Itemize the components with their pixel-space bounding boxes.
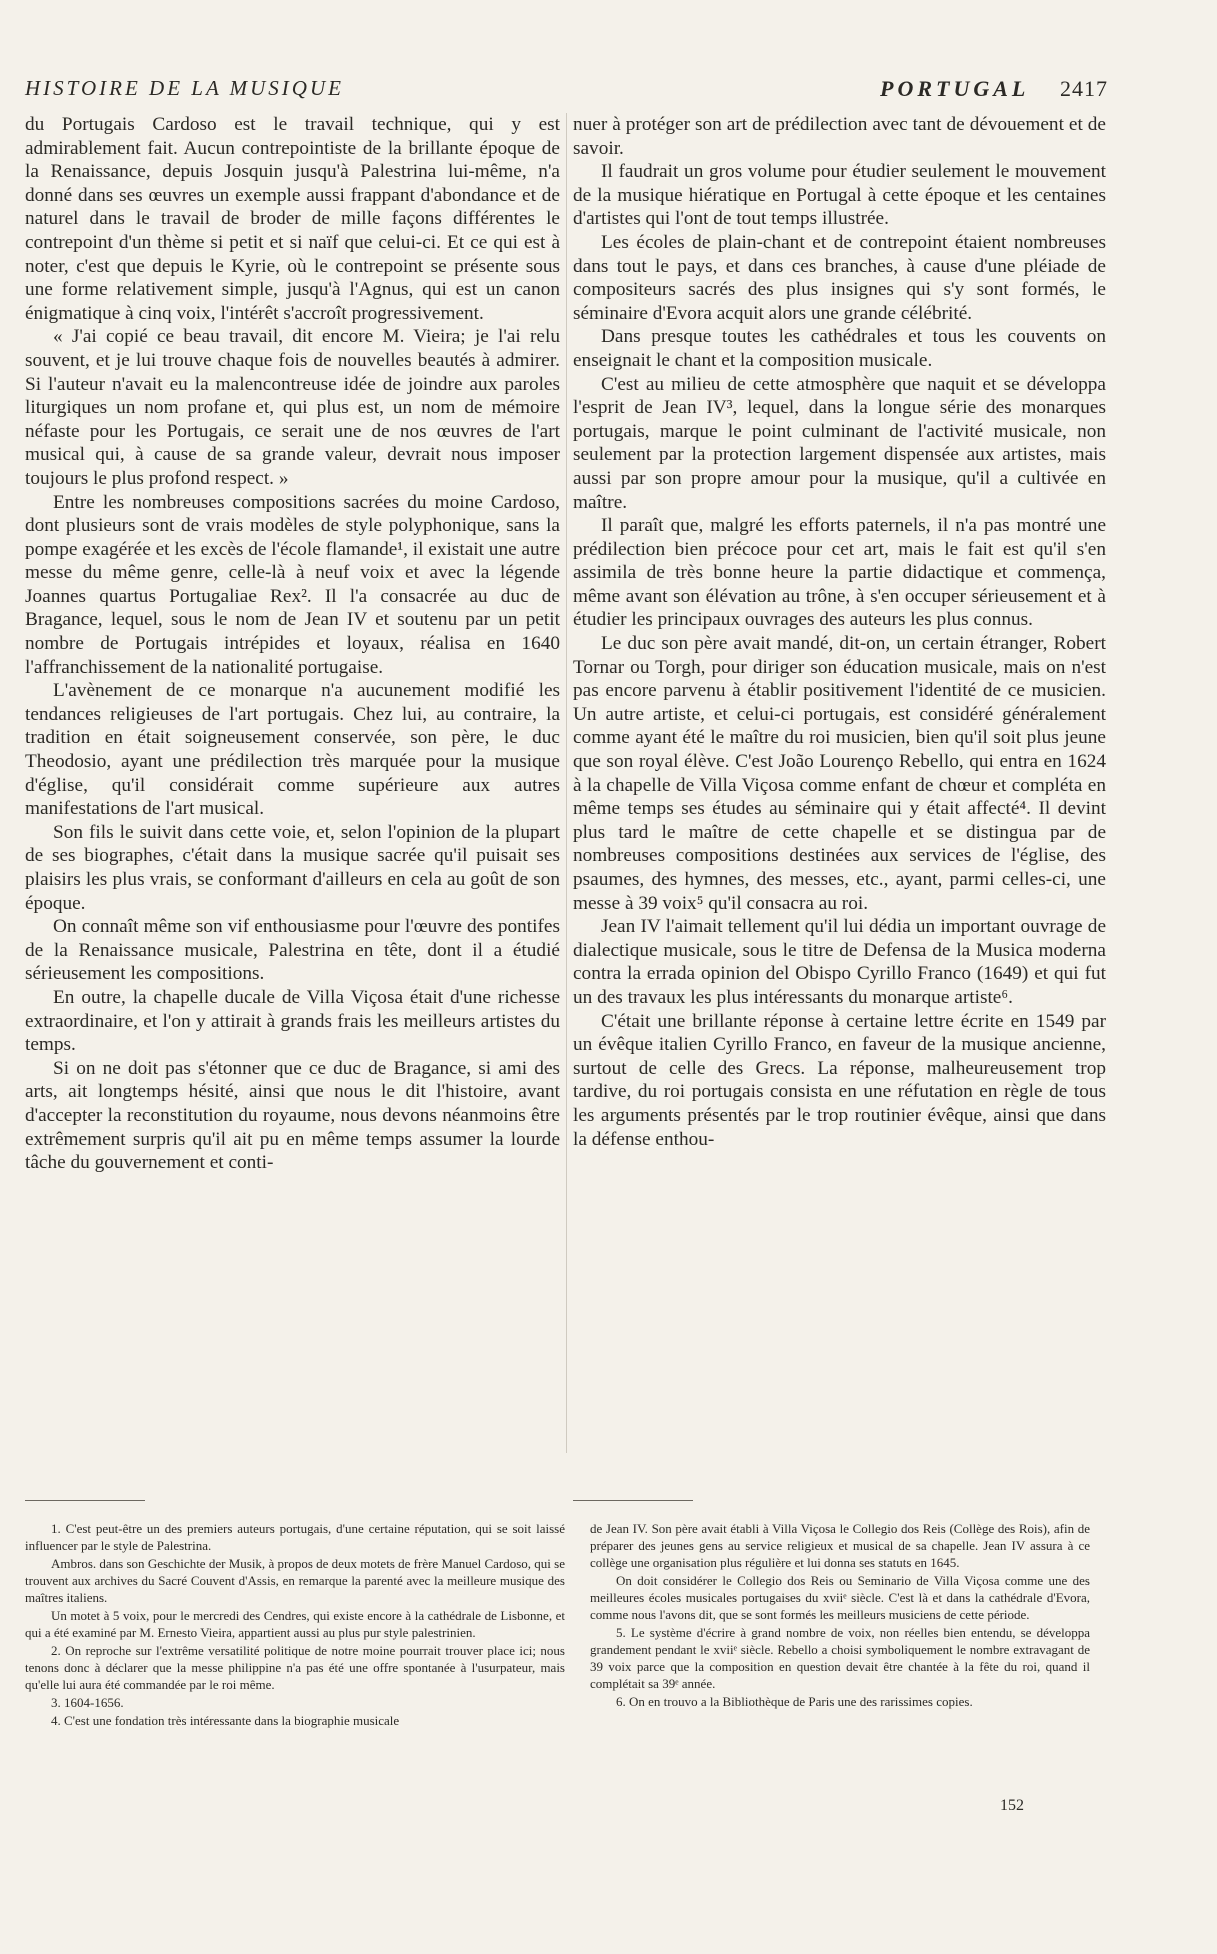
paragraph: du Portugais Cardoso est le travail technique, qui y est admirablement fait. Aucun contrepointiste de la brillante époque de la Renaissance, depuis Josquin jusqu'à Palestrina lui-même, n'a donné dans ses œuvres un exemple aussi frappant d'abondance et de naturel dans le travail de broder de mille façons différentes le contrepoint d'un thème si petit et si naïf que celui-ci. Et ce qui est à noter, c'est que depuis le Kyrie, où le contrepoint se présente sous une forme relativement simple, jusqu'à l'Agnus, qui est un canon énigmatique à cinq voix, l'intérêt s'accroît progressivement.	[25, 114, 560, 324]
paragraph: On connaît même son vif enthousiasme pour l'œuvre des pontifes de la Renaissance musicale, Palestrina en tête, dont il a étudié sérieusement les compositions.	[25, 916, 560, 985]
footnote: 1. C'est peut-être un des premiers auteurs portugais, d'une certaine réputation, qui se soit laissé influencer par le style de Palestrina.	[25, 1521, 565, 1553]
paragraph: « J'ai copié ce beau travail, dit encore M. Vieira; je l'ai relu souvent, et je lui trouve chaque fois de nouvelles beautés à admirer. Si l'auteur n'avait eu la malencontreuse idée de joindre aux paroles liturgiques un nom profane et, qui plus est, un nom de mémoire néfaste pour les Portugais, ce serait une de nos œuvres de l'art musical qui, à cause de sa grande valeur, devrait nous imposer toujours le plus profond respect. »	[25, 326, 560, 489]
paragraph: nuer à protéger son art de prédilection avec tant de dévouement et de savoir.	[573, 114, 1106, 159]
running-header-title: HISTOIRE DE LA MUSIQUE	[25, 76, 344, 100]
right-text-column	[573, 113, 1106, 1151]
paragraph: L'avènement de ce monarque n'a aucunement modifié les tendances religieuses de l'art portugais. Chez lui, au contraire, la tradition en était soigneusement conservée, son père, le duc Theodosio, ayant une prédilection très marquée pour la musique d'église, qu'il considérait comme supérieure aux autres manifestations de l'art musical.	[25, 680, 560, 820]
paragraph: En outre, la chapelle ducale de Villa Viçosa était d'une richesse extraordinaire, et l'on y attirait à grands frais les meilleurs artistes du temps.	[25, 986, 560, 1056]
footnote: de Jean IV. Son père avait établi à Villa Viçosa le Collegio dos Reis (Collège des Rois), afin de préparer des jeunes gens au service religieux et musical de sa chapelle. Jean IV assura à ce collège une organisation plus régulière et lui donna ses statuts en 1645.	[590, 1521, 1090, 1570]
footnote-rule	[573, 1500, 693, 1501]
footnote: Ambros. dans son Geschichte der Musik, à propos de deux motets de frère Manuel Cardoso, qui se trouvent aux archives du Sacré Couvent d'Assis, en remarque la parenté avec la meilleure musique des maîtres italiens.	[25, 1556, 565, 1605]
paragraph: Le duc son père avait mandé, dit-on, un certain étranger, Robert Tornar ou Torgh, pour diriger son éducation musicale, mais on n'est pas encore parvenu à établir positivement l'identité de ce musicien. Un autre artiste, et celui-ci portugais, est considéré généralement comme ayant été le maître du roi musicien, bien qu'il soit plus jeune que son royal élève. C'est João Lourenço Rebello, qui entra en 1624 à la chapelle de Villa Viçosa comme enfant de chœur et compléta en même temps ses études au séminaire qui y était affecté⁴. Il devint plus tard le maître de cette chapelle et se distingua par de nombreuses compositions destinées aux services de l'église, des psaumes, des hymnes, des messes, etc., ayant, parmi celles-ci, une messe à 39 voix⁵ qu'il consacra au roi.	[573, 633, 1106, 914]
footnotes-left	[25, 1520, 565, 1730]
column-divider	[566, 113, 567, 1453]
paragraph: Entre les nombreuses compositions sacrées du moine Cardoso, dont plusieurs sont de vrais modèles de style polyphonique, sans la pompe exagérée et les excès de l'école flamande¹, il existait une autre messe du même genre, celle-là à neuf voix et avec la légende Joannes quartus Portugaliae Rex². Il l'a consacrée au duc de Bragance, lequel, sous le nom de Jean IV et soutenu par un petit nombre de Portugais intrépides et loyaux, réalisa en 1640 l'affranchissement de la nationalité portugaise.	[25, 491, 560, 678]
footnotes-right	[590, 1520, 1090, 1711]
footnote: 5. Le système d'écrire à grand nombre de voix, non réelles bien entendu, se développa grandement pendant le xviiᵉ siècle. Rebello a choisi symboliquement le nombre extravagant de 39 voix parce que la composition en question devait être chantée à la fête du roi, quand il complétait sa 39ᵉ année.	[590, 1625, 1090, 1691]
footnote: 4. C'est une fondation très intéressante dans la biographie musicale	[51, 1713, 400, 1728]
folio-number: 152	[1000, 1797, 1024, 1814]
paragraph: Son fils le suivit dans cette voie, et, selon l'opinion de la plupart de ses biographes, c'était dans la musique sacrée qu'il puisait ses plaisirs les plus vrais, se conformant d'ailleurs en cela au goût de son époque.	[25, 821, 560, 914]
paragraph: C'est au milieu de cette atmosphère que naquit et se développa l'esprit de Jean IV³, lequel, dans la longue série des monarques portugais, marque le point culminant de l'activité musicale, non seulement par la protection largement dispensée aux artistes, mais aussi par son propre amour pour la musique, qu'il a cultivée en maître.	[573, 373, 1106, 513]
left-text-column	[25, 113, 560, 1175]
footnote: On doit considérer le Collegio dos Reis ou Seminario de Villa Viçosa comme une des meilleures écoles musicales portugaises du xviiᵉ siècle. C'est là et dans la cathédrale d'Evora, comme nous l'avons dit, que se sont formés les meilleurs musiciens de cette période.	[590, 1573, 1090, 1622]
paragraph: Les écoles de plain-chant et de contrepoint étaient nombreuses dans tout le pays, et dans ces branches, à cause d'une pléiade de compositeurs sacrés des plus insignes qui s'y sont formés, le séminaire d'Evora acquit alors une grande célébrité.	[573, 231, 1106, 324]
footnote-rule	[25, 1500, 145, 1501]
paragraph: C'était une brillante réponse à certaine lettre écrite en 1549 par un évêque italien Cyrillo Franco, en faveur de la musique ancienne, surtout de celle des Grecs. La réponse, malheureusement trop tardive, du roi portugais consista en une réfutation en règle de tous les arguments présentés par le trop routinier évêque, ainsi que dans la défense enthou-	[573, 1010, 1106, 1150]
paragraph: Jean IV l'aimait tellement qu'il lui dédia un important ouvrage de dialectique musicale, sous le titre de Defensa de la Musica moderna contra la errada opinion del Obispo Cyrillo Franco (1649) et qui fut un des travaux les plus intéressants du monarque artiste⁶.	[573, 916, 1106, 1008]
page-number: 2417	[1060, 76, 1108, 101]
paragraph: Il paraît que, malgré les efforts paternels, il n'a pas montré une prédilection bien précoce pour cet art, mais le fait est qu'il s'en assimila de très bonne heure la partie didactique et commença, même avant son élévation au trône, à s'en occuper sérieusement et à étudier les principaux ouvrages des auteurs les plus connus.	[573, 515, 1106, 631]
footnote: 3. 1604-1656.	[51, 1695, 124, 1710]
paragraph: Dans presque toutes les cathédrales et tous les couvents on enseignait le chant et la composition musicale.	[573, 326, 1106, 371]
running-header-section: PORTUGAL	[880, 76, 1030, 101]
paragraph: Il faudrait un gros volume pour étudier seulement le mouvement de la musique hiératique en Portugal à cette époque et les centaines d'artistes qui l'ont de tout temps illustrée.	[573, 161, 1106, 230]
footnote: 2. On reproche sur l'extrême versatilité politique de notre moine pourrait trouver place ici; nous tenons donc à déclarer que la messe philippine n'a pas été une offre spontanée à l'usurpateur, mais qu'elle lui aura été commandée par le roi même.	[25, 1643, 565, 1692]
footnote: Un motet à 5 voix, pour le mercredi des Cendres, qui existe encore à la cathédrale de Lisbonne, et qui a été examiné par M. Ernesto Vieira, appartient aussi au plus pur style palestrinien.	[25, 1608, 565, 1640]
paragraph: Si on ne doit pas s'étonner que ce duc de Bragance, si ami des arts, ait longtemps hésité, ainsi que nous le dit l'histoire, avant d'accepter la reconstitution du royaume, nous devons néanmoins être extrêmement surpris qu'il ait pu en même temps assumer la lourde tâche du gouvernement et conti-	[25, 1057, 560, 1174]
footnote: 6. On en trouvo a la Bibliothèque de Paris une des rarissimes copies.	[616, 1694, 973, 1709]
